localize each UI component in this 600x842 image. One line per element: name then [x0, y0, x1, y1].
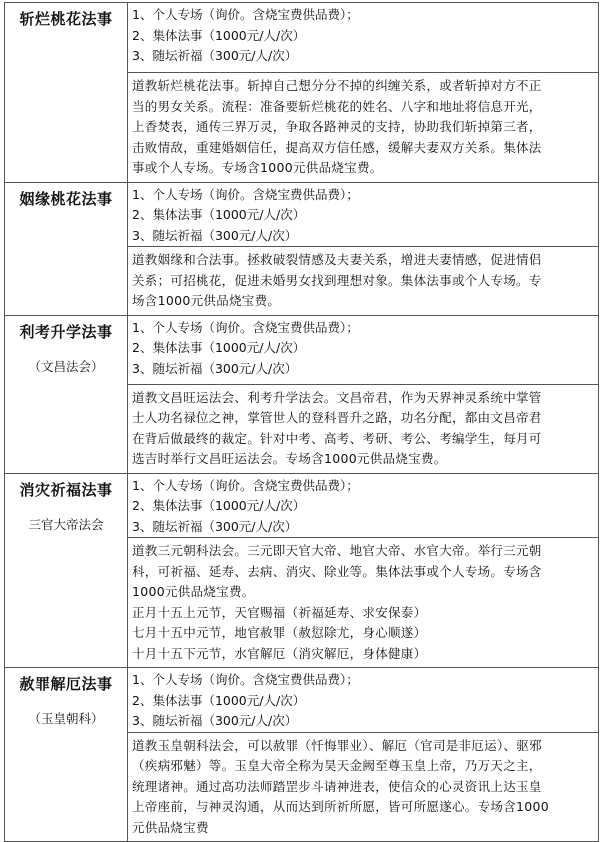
- service-row-options: [5, 315, 599, 384]
- service-name: 赦罪解厄法事: [19, 675, 113, 693]
- service-subtitle: 三官大帝法会: [28, 516, 104, 532]
- description-line: 道教姻缘和合法事。拯救破裂情感及夫妻关系，增进夫妻情感，促进情侣: [132, 252, 542, 267]
- service-description-cell: [128, 732, 599, 842]
- service-description: [128, 733, 598, 842]
- description-line: 十月十五下元节，水官解厄（消灾解厄，身体健康）: [132, 645, 427, 661]
- services-table-body: [5, 3, 599, 842]
- description-line: 当的男女关系。流程：准备要斩烂桃花的姓名、八字和地址将信息开光，: [132, 98, 542, 114]
- service-row-options: [5, 3, 599, 73]
- description-line: 七月十五中元节，地官赦罪（赦愆除尤，身心顺遂）: [132, 625, 427, 640]
- description-line: 上帝座前，与神灵沟通，从而达到所祈所愿，皆可所愿遂心。专场含1000: [132, 799, 550, 814]
- service-subtitle: （文昌法会）: [28, 358, 104, 374]
- description-line: 元供品烧宝费: [132, 819, 209, 835]
- service-options: [128, 183, 598, 247]
- service-options: [128, 474, 598, 538]
- services-table: [4, 2, 599, 842]
- service-description: [128, 538, 598, 667]
- service-description: [128, 73, 598, 182]
- service-options-cell: [128, 315, 599, 384]
- service-option: 2、集体法事（1000元/人/次）: [132, 498, 306, 513]
- service-description-cell: [128, 384, 599, 473]
- description-line: 正月十五上元节，天官赐福（祈福延寿、求安保泰）: [132, 604, 427, 620]
- service-option: 1、个人专场（询价。含烧宝费供品费）；: [132, 672, 359, 687]
- service-name-cell: [5, 3, 128, 183]
- service-option: 2、集体法事（1000元/人/次）: [132, 692, 306, 708]
- service-row-options: [5, 473, 599, 538]
- service-name: 姻缘桃花法事: [19, 189, 113, 208]
- description-line: 在背后做最终的裁定。针对中考、高考、考研、考公、考编学生，每月可: [132, 430, 542, 446]
- service-name-cell: [5, 182, 128, 315]
- service-option: 2、集体法事（1000元/人/次）: [132, 340, 306, 355]
- description-line: 士人功名禄位之神，掌管世人的登科晋升之路，功名分配，都由文昌帝君: [132, 410, 542, 425]
- description-line: 道教文昌旺运法会、利考升学法会。文昌帝君，作为天界神灵系统中掌管: [132, 389, 542, 405]
- description-line: 道教玉皇朝科法会，可以赦罪（忏悔罪业）、解厄（官司是非厄运）、驱邪: [132, 737, 542, 753]
- description-line: （疾病邪魅）等。玉皇大帝全称为昊天金阙至尊玉皇上帝，乃万天之主，: [132, 758, 542, 773]
- service-row-options: [5, 182, 599, 247]
- description-line: 道教斩烂桃花法事。斩掉自己想分分不掉的纠缠关系，或者斩掉对方不正: [132, 78, 542, 93]
- service-subtitle: （玉皇朝科）: [28, 711, 104, 726]
- service-description: [128, 247, 598, 315]
- service-name-cell: [5, 315, 128, 473]
- service-row-options: [5, 668, 599, 733]
- service-name: 斩烂桃花法事: [19, 10, 113, 28]
- service-option: 3、随坛祈福（300元/人/次）: [132, 48, 298, 63]
- service-option: 1、个人专场（询价。含烧宝费供品费）；: [132, 477, 359, 493]
- description-line: 事或个人专场。专场含1000元供品烧宝费。: [132, 160, 383, 175]
- service-options-cell: [128, 3, 599, 73]
- description-line: 科，可祈福、延寿、去病、消灾、除业等。集体法事或个人专场。专场含: [132, 563, 542, 579]
- service-description: [128, 385, 598, 473]
- service-options: [128, 3, 598, 67]
- service-option: 3、随坛祈福（300元/人/次）: [132, 518, 298, 534]
- service-description-cell: [128, 247, 599, 316]
- description-line: 关系；可招桃花，促进未婚男女找到理想对象。集体法事或个人专场。专: [132, 272, 542, 288]
- service-description-cell: [128, 538, 599, 668]
- description-line: 统理诸神。通过高功法师踏罡步斗请神进表，使信众的心灵资讯上达玉皇: [132, 778, 542, 794]
- description-line: 道教三元朝科法会。三元即天官大帝、地官大帝、水官大帝。举行三元朝: [132, 543, 542, 558]
- service-option: 3、随坛祈福（300元/人/次）: [132, 227, 298, 243]
- service-option: 1、个人专场（询价。含烧宝费供品费）；: [132, 186, 359, 202]
- service-option: 2、集体法事（1000元/人/次）: [132, 207, 306, 222]
- description-line: 击败情敌，重建婚姻信任，提高双方信任感，缓解夫妻双方关系。集体法: [132, 139, 542, 155]
- service-option: 1、个人专场（询价。含烧宝费供品费）；: [132, 319, 359, 335]
- service-name: 消灾祈福法事: [19, 480, 113, 499]
- service-option: 3、随坛祈福（300元/人/次）: [132, 360, 298, 376]
- service-options: [128, 316, 598, 380]
- service-name-cell: [5, 668, 128, 842]
- description-line: 场含1000元供品烧宝费。: [132, 293, 281, 308]
- service-option: 3、随坛祈福（300元/人/次）: [132, 713, 298, 728]
- service-options-cell: [128, 668, 599, 733]
- service-description-cell: [128, 73, 599, 183]
- service-name-cell: [5, 473, 128, 668]
- service-options-cell: [128, 473, 599, 538]
- service-options: [128, 668, 598, 732]
- service-option: 2、集体法事（1000元/人/次）: [132, 27, 306, 43]
- service-option: 1、个人专场（询价。含烧宝费供品费）；: [132, 7, 359, 22]
- description-line: 1000元供品烧宝费。: [132, 584, 255, 599]
- description-line: 选吉时举行文昌旺运法会。专场含1000元供品烧宝费。: [132, 451, 447, 466]
- service-options-cell: [128, 182, 599, 247]
- service-name: 利考升学法事: [19, 322, 113, 341]
- description-line: 上香焚表，通传三界万灵，争取各路神灵的支持，协助我们斩掉第三者，: [132, 119, 542, 134]
